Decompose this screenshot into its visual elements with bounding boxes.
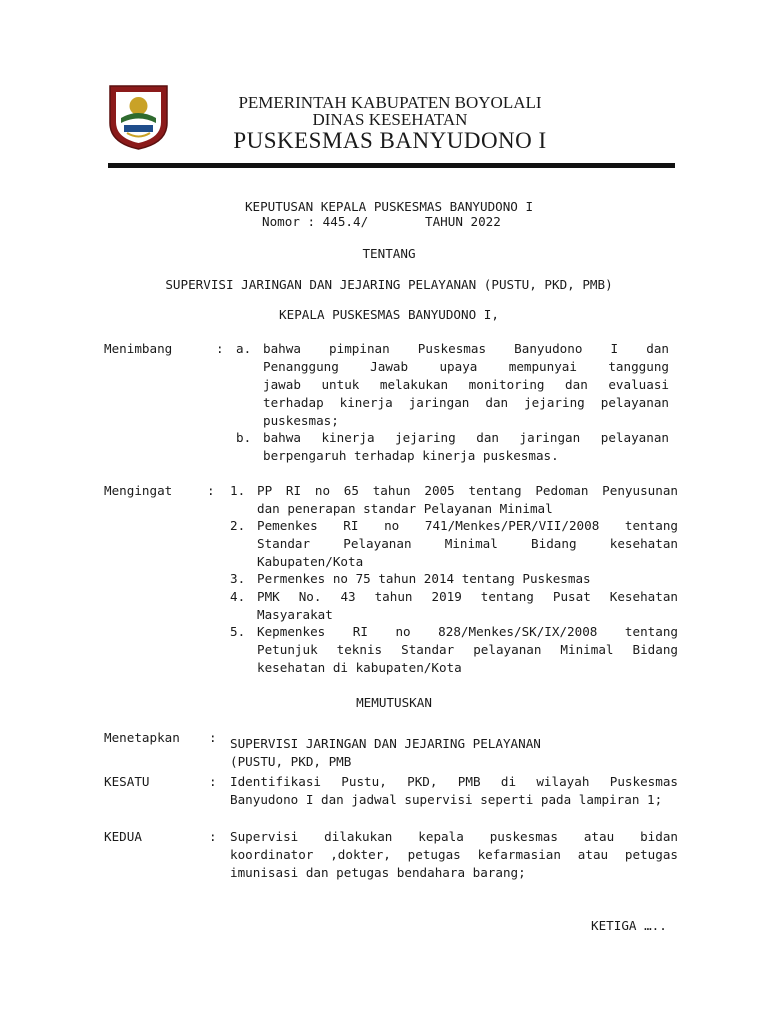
mengingat-marker-5: 5. — [230, 624, 246, 639]
mengingat-marker-1: 1. — [230, 483, 246, 498]
text-line: bahwa pimpinan Puskesmas Banyudono I dan — [263, 341, 669, 356]
mengingat-item-4 — [257, 588, 678, 624]
letterhead-divider — [108, 163, 675, 168]
mengingat-item-5 — [257, 623, 678, 677]
decree-authority: KEPALA PUSKESMAS BANYUDONO I, — [279, 307, 499, 322]
menimbang-item-b — [263, 429, 669, 465]
kedua-content — [230, 828, 678, 882]
text-line: Identifikasi Pustu, PKD, PMB di wilayah Puskesmas — [230, 774, 678, 789]
text-line: Masyarakat — [257, 607, 333, 622]
decree-about: TENTANG — [362, 246, 416, 261]
text-line: Banyudono I dan jadwal supervisi seperti pada lampiran 1; — [230, 792, 663, 807]
menimbang-marker-a: a. — [236, 341, 252, 356]
mengingat-marker-4: 4. — [230, 589, 246, 604]
mengingat-item-2 — [257, 517, 678, 571]
mengingat-marker-3: 3. — [230, 571, 246, 586]
menetapkan-colon: : — [209, 730, 217, 745]
menimbang-label: Menimbang — [104, 341, 173, 356]
menimbang-marker-b: b. — [236, 430, 252, 445]
text-line: dan penerapan standar Pelayanan Minimal — [257, 501, 553, 516]
text-line: Supervisi dilakukan kepala puskesmas atau bidan — [230, 829, 678, 844]
mengingat-item-3 — [257, 570, 678, 588]
mengingat-colon: : — [207, 483, 215, 498]
decree-year: TAHUN 2022 — [425, 214, 501, 229]
text-line: terhadap kinerja jaringan dan jejaring pelayanan — [263, 395, 669, 410]
mengingat-item-1 — [257, 482, 678, 518]
kedua-colon: : — [209, 829, 217, 844]
text-line: jawab untuk melakukan monitoring dan evaluasi — [263, 377, 669, 392]
text-line: puskesmas; — [263, 413, 339, 428]
text-line: Kepmenkes RI no 828/Menkes/SK/IX/2008 tentang — [257, 624, 678, 639]
text-line: koordinator ,dokter, petugas kefarmasian atau petugas — [230, 847, 678, 862]
letterhead-government: PEMERINTAH KABUPATEN BOYOLALI — [238, 93, 542, 112]
decree-subject: SUPERVISI JARINGAN DAN JEJARING PELAYANAN (PUSTU, PKD, PMB) — [165, 277, 613, 292]
menetapkan-content — [230, 735, 678, 771]
text-line: SUPERVISI JARINGAN DAN JEJARING PELAYANAN — [230, 736, 541, 751]
kesatu-content — [230, 773, 678, 809]
decree-number: Nomor : 445.4/ — [262, 214, 369, 229]
menimbang-item-a — [263, 340, 669, 430]
decree-title: KEPUTUSAN KEPALA PUSKESMAS BANYUDONO I — [244, 199, 534, 214]
text-line: (PUSTU, PKD, PMB — [230, 754, 352, 769]
text-line: Kabupaten/Kota — [257, 554, 364, 569]
mengingat-marker-2: 2. — [230, 518, 246, 533]
letterhead-institution: PUSKESMAS BANYUDONO I — [233, 128, 547, 153]
menetapkan-label: Menetapkan — [104, 730, 180, 745]
letterhead-department: DINAS KESEHATAN — [312, 110, 468, 129]
regency-logo — [107, 83, 170, 151]
text-line: bahwa kinerja jejaring dan jaringan pelayanan — [263, 430, 669, 445]
kesatu-colon: : — [209, 774, 217, 789]
text-line: imunisasi dan petugas bendahara barang; — [230, 865, 526, 880]
text-line: Permenkes no 75 tahun 2014 tentang Puskesmas — [257, 571, 591, 586]
text-line: kesehatan di kabupaten/Kota — [257, 660, 462, 675]
text-line: PMK No. 43 tahun 2019 tentang Pusat Kesehatan — [257, 589, 678, 604]
memutuskan-heading: MEMUTUSKAN — [356, 695, 432, 710]
text-line: berpengaruh terhadap kinerja puskesmas. — [263, 448, 559, 463]
kedua-label: KEDUA — [104, 829, 142, 844]
text-line: Petunjuk teknis Standar pelayanan Minimal Bidang — [257, 642, 678, 657]
mengingat-label: Mengingat — [104, 483, 173, 498]
text-line: PP RI no 65 tahun 2005 tentang Pedoman Penyusunan — [257, 483, 678, 498]
text-line: Penanggung Jawab upaya mempunyai tanggung — [263, 359, 669, 374]
kesatu-label: KESATU — [104, 774, 150, 789]
menimbang-colon: : — [216, 341, 224, 356]
text-line: Pemenkes RI no 741/Menkes/PER/VII/2008 tentang — [257, 518, 678, 533]
text-line: Standar Pelayanan Minimal Bidang kesehatan — [257, 536, 678, 551]
next-page-marker: KETIGA ….. — [591, 918, 667, 933]
